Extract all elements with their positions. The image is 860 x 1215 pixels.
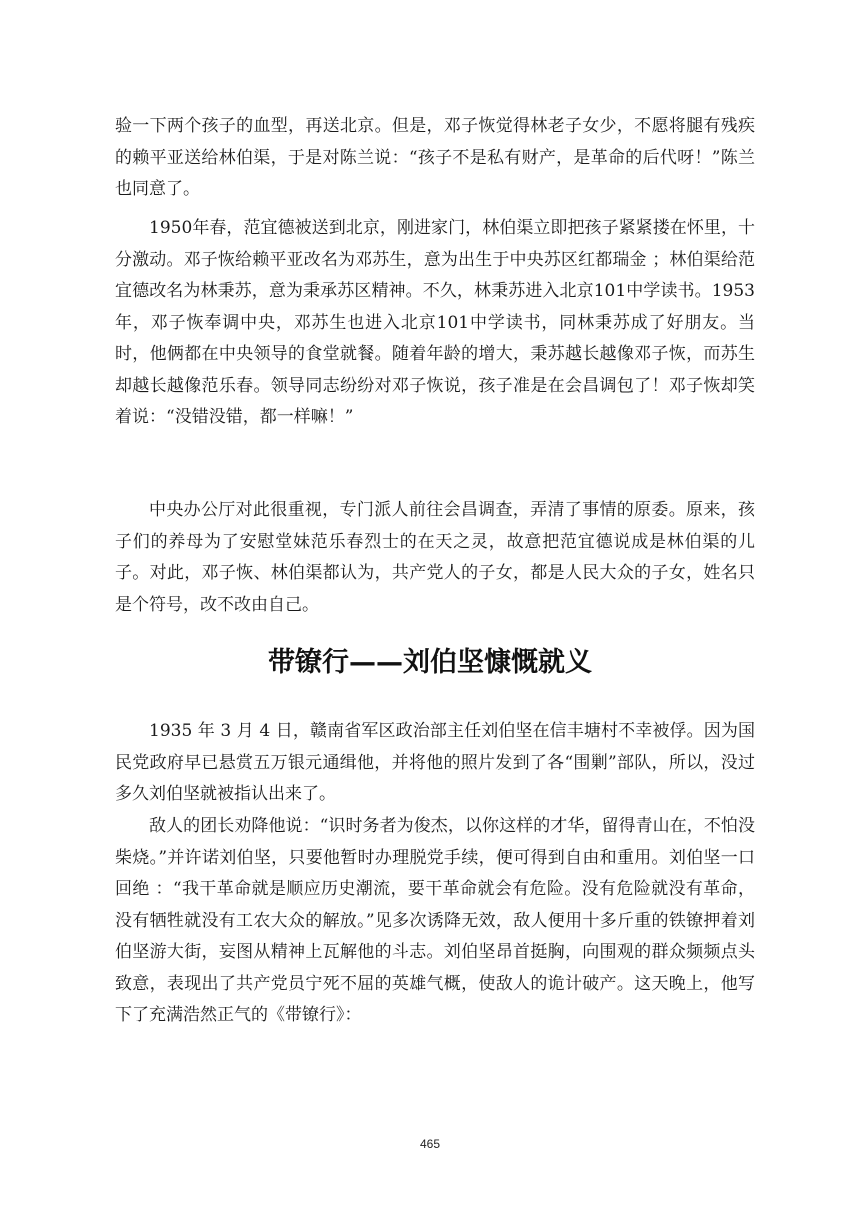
paragraph-investigation: 中央办公厅对此很重视，专门派人前往会昌调查，弄清了事情的原委。原来，孩子们的养母为了安慰堂妹范乐春烈士的在天之灵，故意把范宜德说成是林伯渠的儿子。对此，邓子恢、林伯渠都认为，共产党人的子女，都是人民大众的子女，姓名只是个符号，改不改由自己。 (115, 500, 755, 615)
page-number: 465 (419, 1137, 441, 1151)
paragraph-refusal: 敌人的团长劝降他说：“识时务者为俊杰，以你这样的才华，留得青山在，不怕没柴烧。”并许诺刘伯坚，只要他暂时办理脱党手续，便可得到自由和重用。刘伯坚一口回绝 ：“我干革命就是顺应历史潮流，要干革命就会有危险。没有危险就没有革命，没有牺牲就没有工农大众的解放。”见多次诱降无效，敌人便用十多斤重的铁镣押着刘伯坚游大街，妄图从精神上瓦解他的斗志。刘伯坚昂首挺胸，向围观的群众频频点头致意，表现出了共产党员宁死不屈的英雄气概，使敌人的诡计破产。这天晚上，他写下了充满浩然正气的《带镣行》： (115, 816, 755, 1025)
section-title: 带镣行——刘伯坚慷慨就义 (268, 647, 592, 678)
paragraph-continued: 验一下两个孩子的血型，再送北京。但是，邓子恢觉得林老子女少，不愿将腿有残疾的赖平亚送给林伯渠，于是对陈兰说：“孩子不是私有财产，是革命的后代呀！”陈兰也同意了。 (115, 116, 755, 199)
paragraph-renaming: 1950年春，范宜德被送到北京，刚进家门，林伯渠立即把孩子紧紧搂在怀里，十分激动。邓子恢给赖平亚改名为邓苏生，意为出生于中央苏区红都瑞金 ；林伯渠给范宜德改名为林秉苏，意为秉承苏区精神。不久，林秉苏进入北京101中学读书。1953年，邓子恢奉调中央，邓苏生也进入北京101中学读书，同林秉苏成了好朋友。当时，他俩都在中央领导的食堂就餐。随着年龄的增大，秉苏越长越像邓子恢，而苏生却越长越像范乐春。领导同志纷纷对邓子恢说，孩子准是在会昌调包了！邓子恢却笑着说：“没错没错，都一样嘛！” (115, 218, 755, 427)
paragraph-capture: 1935 年 3 月 4 日，赣南省军区政治部主任刘伯坚在信丰塘村不幸被俘。因为国民党政府早已悬赏五万银元通缉他，并将他的照片发到了各“围剿”部队，所以，没过多久刘伯坚就被指认出来了。 (115, 721, 755, 804)
